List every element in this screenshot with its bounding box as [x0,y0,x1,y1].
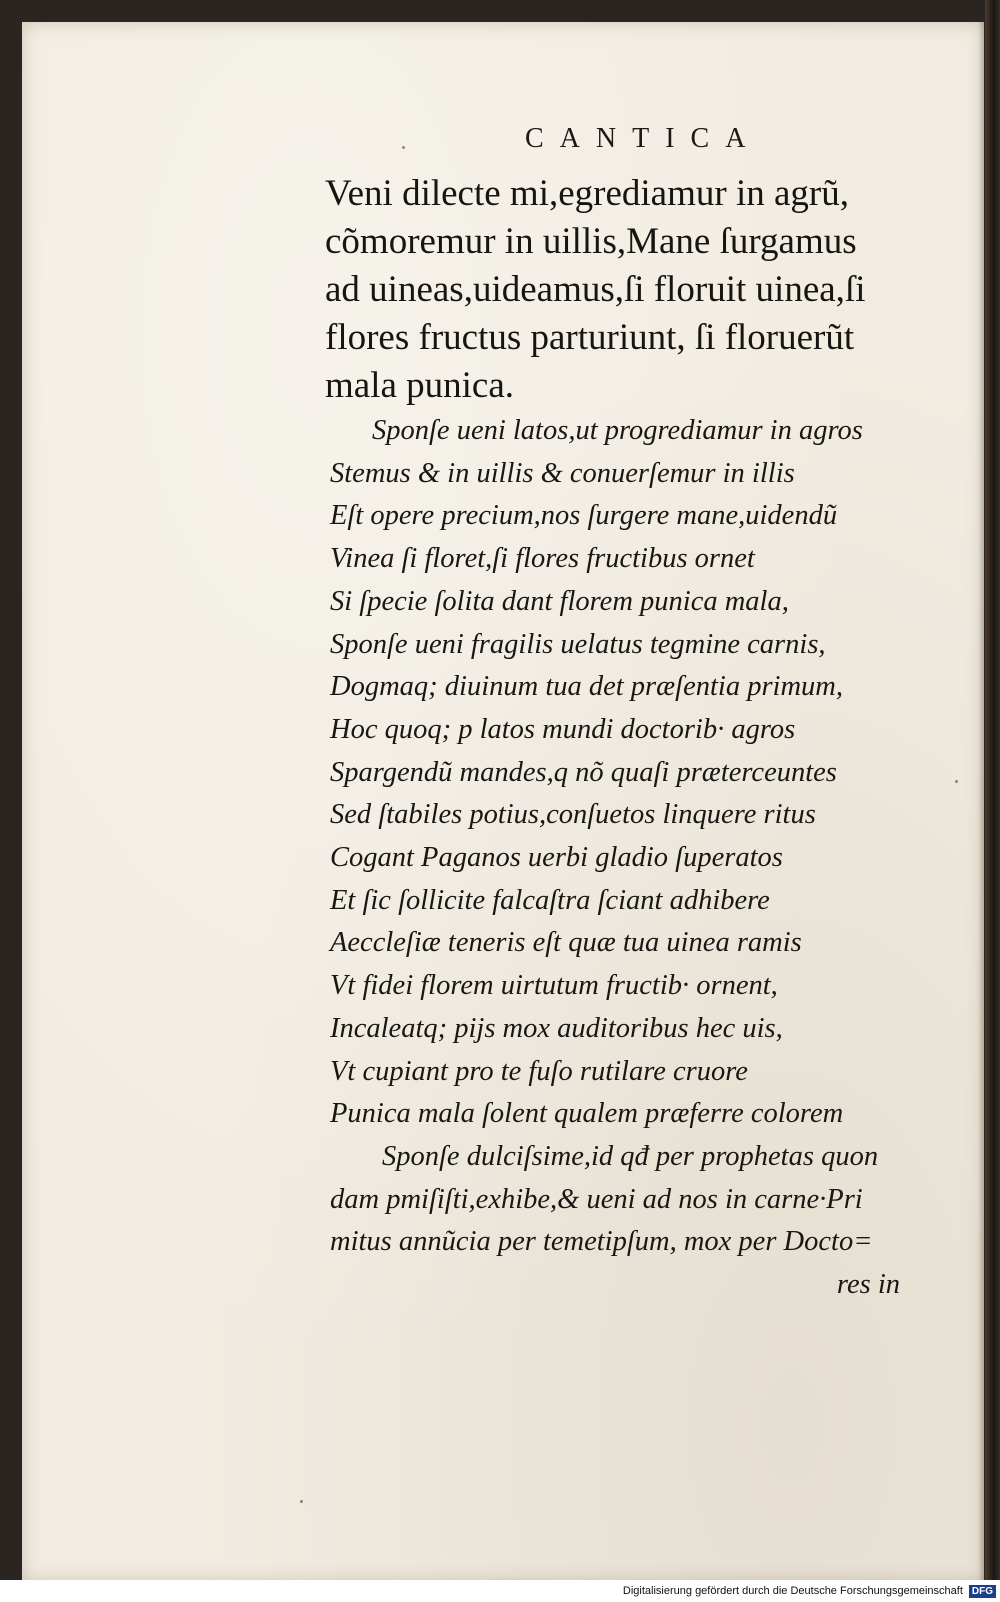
commentary-line: Vt fidei florem uirtutum fructib· ornent, [330,970,778,1002]
commentary-line: Vinea ſi floret,ſi flores fructibus ornet [330,543,755,575]
verse-line: Veni dilecte mi,egrediamur in agrũ, [325,173,849,214]
digitization-footer [0,1580,1000,1602]
commentary-line: mitus annũcia per temetipſum, mox per Docto= [330,1226,873,1258]
paper-speck [300,1500,303,1503]
commentary-line: Et ſic ſollicite falcaſtra ſciant adhibere [330,884,770,916]
commentary-line: Hoc quoq; p latos mundi doctorib· agros [330,713,796,745]
verse-line: ad uineas,uideamus,ſi floruit uinea,ſi [325,269,866,310]
commentary-poem [330,410,960,1307]
commentary-line: Si ſpecie ſolita dant florem punica mala, [330,585,789,617]
commentary-line: Sed ſtabiles potius,conſuetos linquere ritus [330,799,816,831]
commentary-line: Aeccleſiæ teneris eſt quæ tua uinea ramis [330,927,802,959]
running-head: CANTICA [525,123,762,154]
verse-line: flores fructus parturiunt, ſi floruerũt [325,317,855,358]
page-fold-shadow [978,22,984,1582]
commentary-line: Sponſe ueni latos,ut progrediamur in agros [372,415,863,446]
footer-credit: Digitalisierung gefördert durch die Deutsche Forschungsgemeinschaft [622,1585,963,1597]
commentary-line: Sponſe dulciſsime,id qđ per prophetas quon [382,1140,879,1172]
verse-line: mala punica. [325,365,515,406]
commentary-line: Eſt opere precium,nos ſurgere mane,uidendũ [330,500,838,532]
paper-speck [402,146,405,149]
commentary-line: Punica mala ſolent qualem præferre colorem [330,1098,844,1130]
verse-line: cõmoremur in uillis,Mane ſurgamus [325,221,857,262]
commentary-line: Spargendũ mandes,q nõ quaſi præterceuntes [330,756,837,788]
catchword: res in [836,1269,900,1301]
dfg-logo: DFG [969,1585,996,1598]
main-verse-text [325,170,955,410]
commentary-line: Incaleatq; pijs mox auditoribus hec uis, [330,1012,783,1044]
commentary-line: dam pmiſiſti,exhibe,& ueni ad nos in carne·Pri [330,1183,863,1215]
commentary-line: Vt cupiant pro te fuſo rutilare cruore [330,1055,748,1087]
scan-edge [985,0,1000,1602]
paper-speck [955,780,958,783]
commentary-line: Cogant Paganos uerbi gladio ſuperatos [330,842,783,874]
commentary-line: Sponſe ueni fragilis uelatus tegmine carnis, [330,628,826,660]
commentary-line: Stemus & in uillis & conuerſemur in illis [330,457,795,489]
commentary-line: Dogmaq; diuinum tua det præſentia primum, [330,671,843,703]
